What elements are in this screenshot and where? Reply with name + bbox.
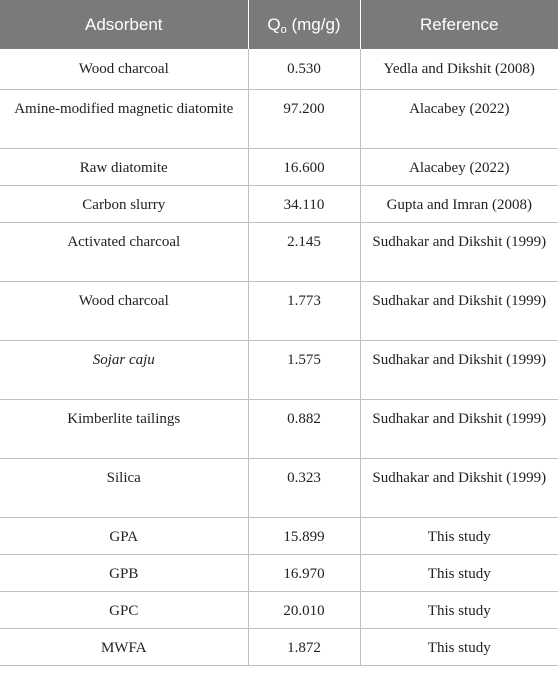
cell-qo: 34.110 — [248, 185, 360, 222]
cell-reference: This study — [360, 517, 558, 554]
cell-adsorbent: Amine-modified magnetic diatomite — [0, 89, 248, 148]
cell-adsorbent: MWFA — [0, 628, 248, 665]
table-row — [0, 554, 558, 591]
table-body — [0, 49, 558, 665]
cell-reference: Sudhakar and Dikshit (1999) — [360, 458, 558, 517]
cell-adsorbent: Kimberlite tailings — [0, 399, 248, 458]
table-row — [0, 281, 558, 340]
header-adsorbent: Adsorbent — [0, 0, 248, 49]
cell-qo: 16.600 — [248, 148, 360, 185]
cell-qo: 0.323 — [248, 458, 360, 517]
table-row — [0, 340, 558, 399]
cell-qo: 1.773 — [248, 281, 360, 340]
cell-reference: Alacabey (2022) — [360, 148, 558, 185]
cell-qo: 0.882 — [248, 399, 360, 458]
cell-adsorbent: GPC — [0, 591, 248, 628]
header-qo-subscript: o — [280, 23, 287, 36]
cell-qo: 16.970 — [248, 554, 360, 591]
table-row — [0, 517, 558, 554]
cell-reference: Sudhakar and Dikshit (1999) — [360, 281, 558, 340]
table-row — [0, 628, 558, 665]
cell-adsorbent: Raw diatomite — [0, 148, 248, 185]
cell-qo: 2.145 — [248, 222, 360, 281]
cell-reference: Sudhakar and Dikshit (1999) — [360, 222, 558, 281]
cell-reference: Alacabey (2022) — [360, 89, 558, 148]
header-qo — [248, 0, 360, 49]
cell-reference: Gupta and Imran (2008) — [360, 185, 558, 222]
cell-adsorbent: Silica — [0, 458, 248, 517]
header-qo-symbol: Q — [267, 14, 281, 34]
header-qo-unit: (mg/g) — [286, 14, 341, 34]
cell-qo: 0.530 — [248, 49, 360, 89]
table-row — [0, 185, 558, 222]
cell-qo: 97.200 — [248, 89, 360, 148]
header-reference: Reference — [360, 0, 558, 49]
table-row — [0, 591, 558, 628]
cell-adsorbent: Wood charcoal — [0, 281, 248, 340]
table-header — [0, 0, 558, 49]
cell-qo: 1.872 — [248, 628, 360, 665]
cell-reference: Yedla and Dikshit (2008) — [360, 49, 558, 89]
cell-adsorbent: Wood charcoal — [0, 49, 248, 89]
cell-adsorbent: Sojar caju — [0, 340, 248, 399]
cell-reference: Sudhakar and Dikshit (1999) — [360, 399, 558, 458]
table-row — [0, 399, 558, 458]
cell-reference: This study — [360, 591, 558, 628]
table-row — [0, 222, 558, 281]
cell-adsorbent: GPB — [0, 554, 248, 591]
cell-reference: This study — [360, 554, 558, 591]
cell-qo: 15.899 — [248, 517, 360, 554]
header-row — [0, 0, 558, 49]
table-row — [0, 458, 558, 517]
cell-adsorbent: GPA — [0, 517, 248, 554]
cell-reference: Sudhakar and Dikshit (1999) — [360, 340, 558, 399]
cell-qo: 20.010 — [248, 591, 360, 628]
cell-reference: This study — [360, 628, 558, 665]
cell-adsorbent: Activated charcoal — [0, 222, 248, 281]
cell-adsorbent: Carbon slurry — [0, 185, 248, 222]
cell-qo: 1.575 — [248, 340, 360, 399]
table-row — [0, 148, 558, 185]
table-row — [0, 49, 558, 89]
table-row — [0, 89, 558, 148]
